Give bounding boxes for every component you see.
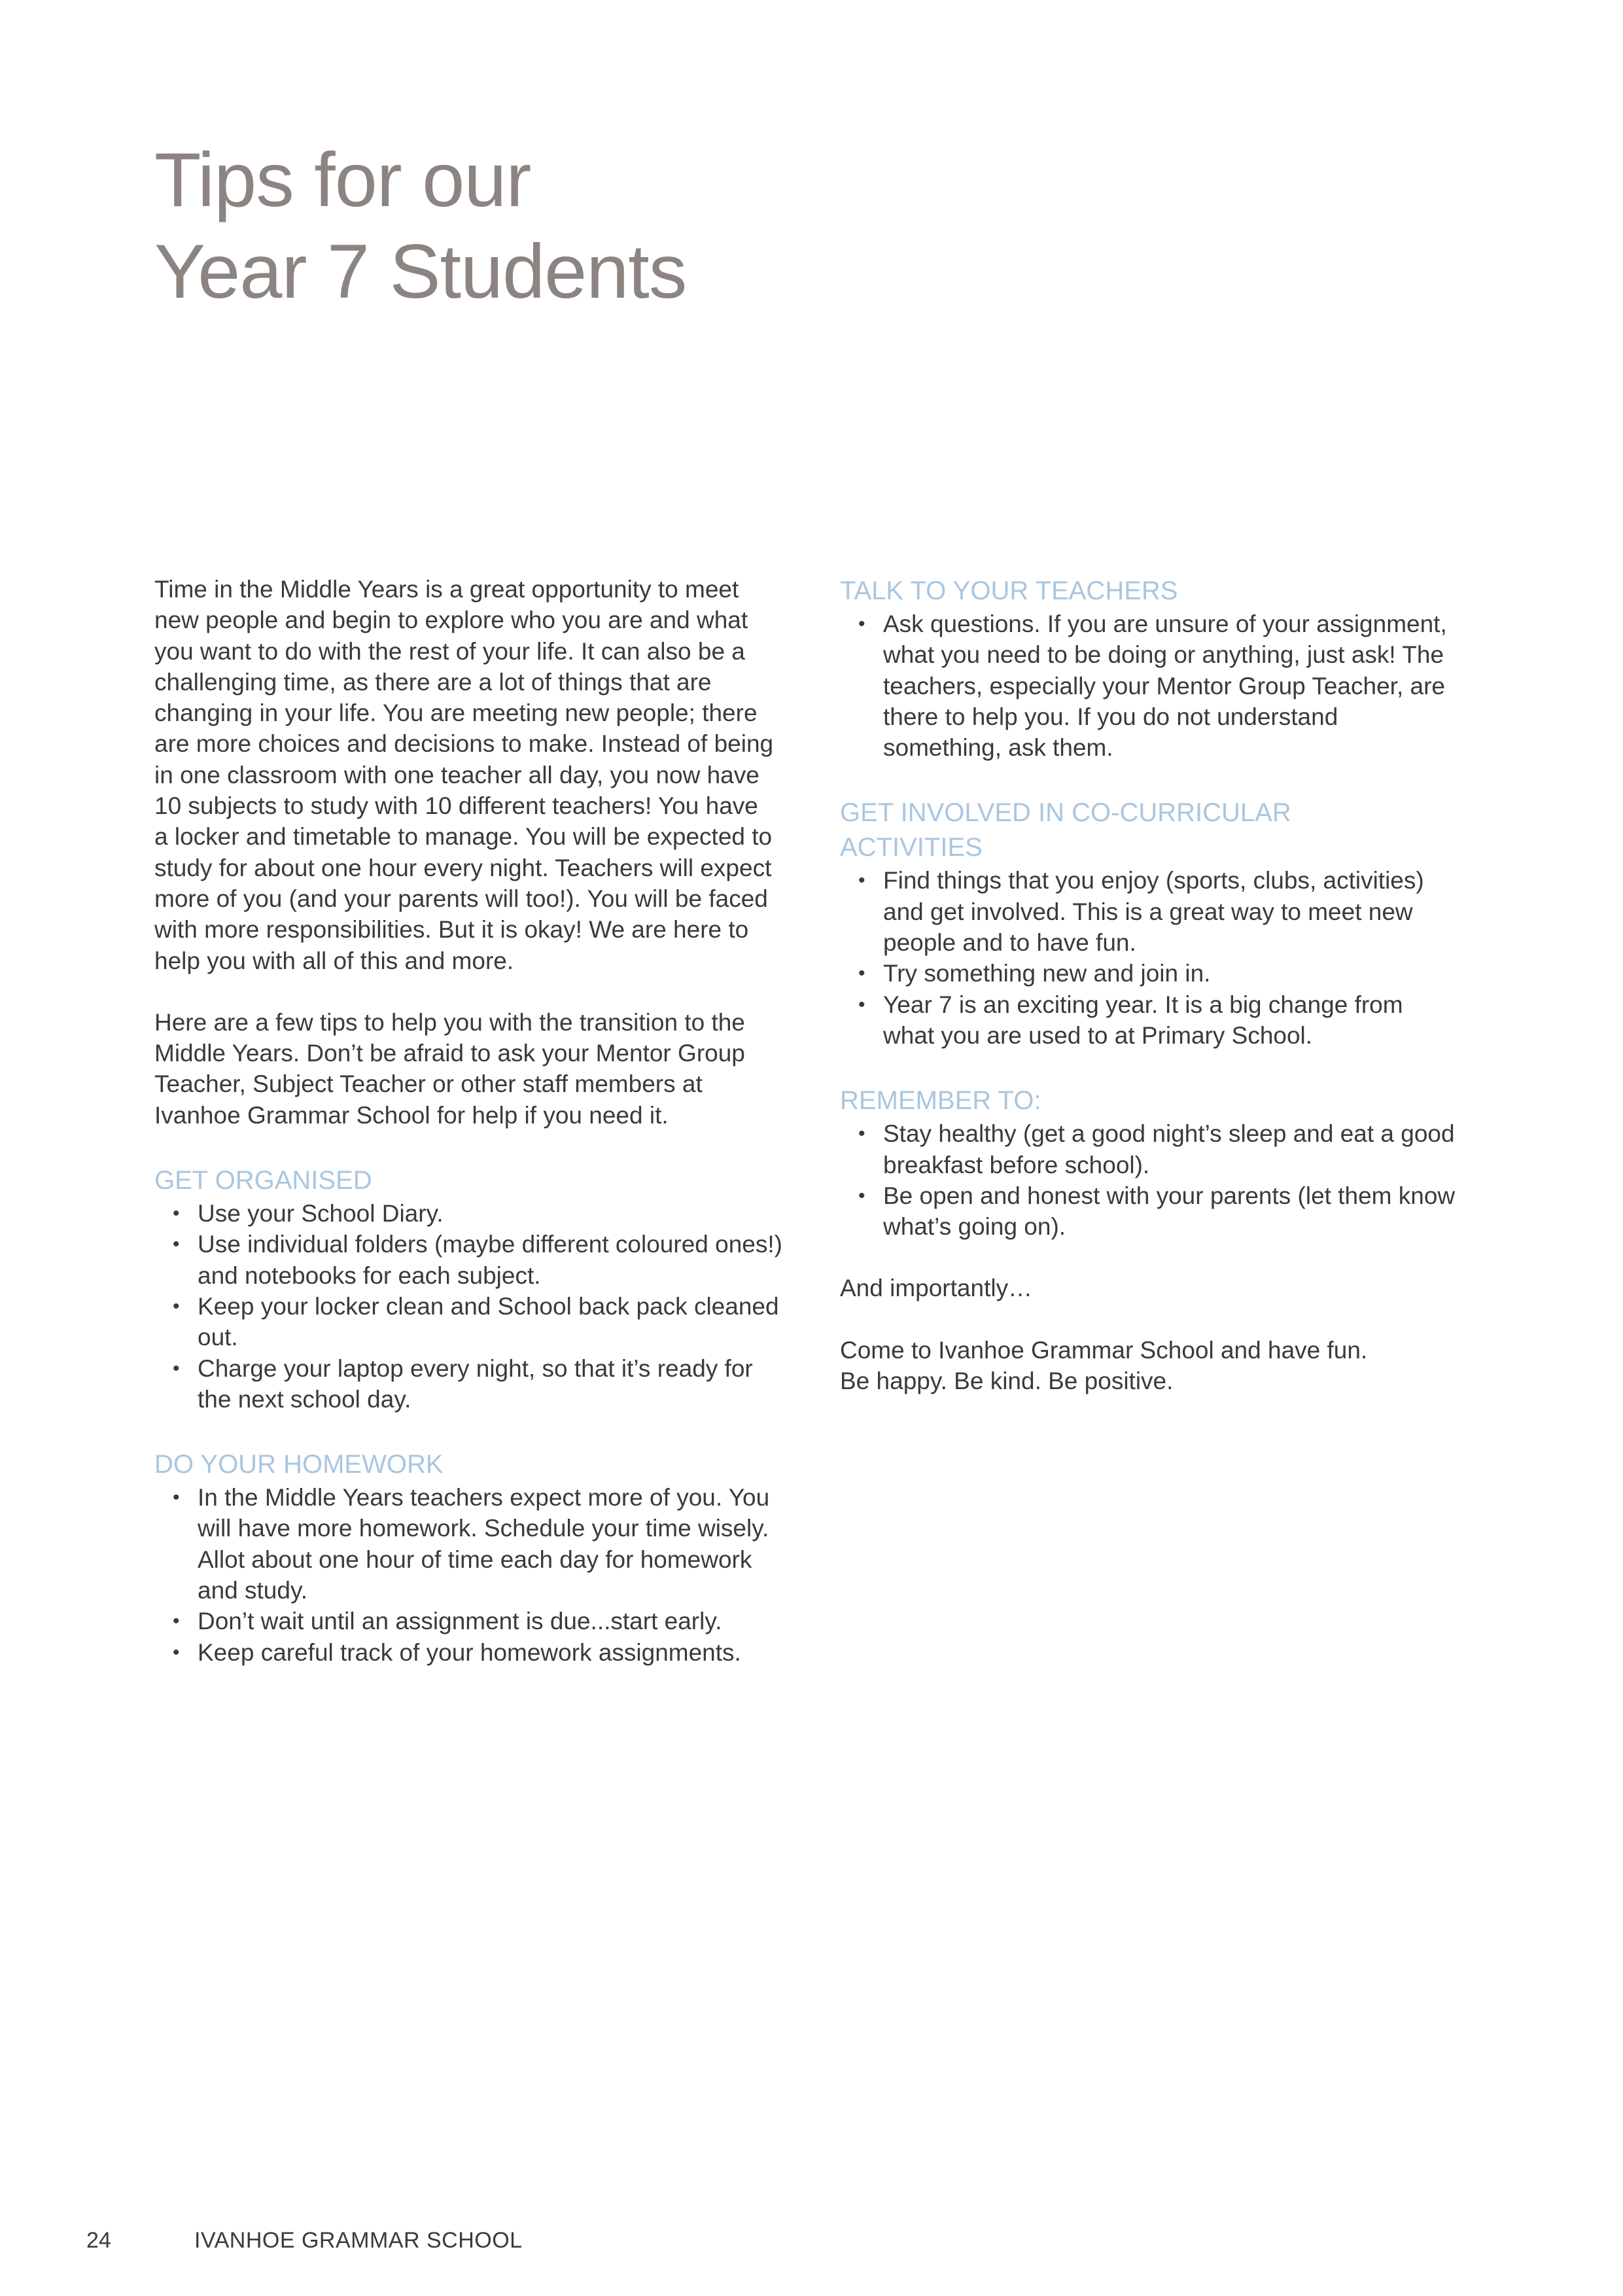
page-title-line-2: Year 7 Students [154, 228, 687, 314]
importantly-text: And importantly… [840, 1275, 1033, 1302]
list-item: • In the Middle Years teachers expect more of you. You will have more homework. Schedule your time wisely. Allot about one hour of time each day for homework and study. [154, 1482, 802, 1606]
section-get-involved [840, 796, 1488, 1051]
list-item: • Be open and honest with your parents (let them know what’s going on). [840, 1180, 1488, 1243]
bullet-list [840, 1118, 1488, 1242]
footer-school-name: IVANHOE GRAMMAR SCHOOL [194, 2228, 523, 2253]
list-item: • Find things that you enjoy (sports, clubs, activities) and get involved. This is a great way to meet new people and to have fun. [840, 865, 1488, 958]
bullet-icon: • [173, 1233, 180, 1256]
bullet-icon: • [173, 1641, 180, 1663]
intro-paragraph: Time in the Middle Years is a great opportunity to meet new people and begin to explore who you are and what you want to do with the rest of your life. It can also be a challenging time, as there are a lot of things that are changing in your life. You are meeting new people; there are more choices and decisions to make. Instead of being in one classroom with one teacher all day, you now have 10 subjects to study with 10 different teachers! You have a locker and timetable to manage. You will be expected to study for about one hour every night. Teachers will expect more of you (and your parents will too!). You will be faced with more responsibilities. But it is okay! We are here to help you with all of this and more. [154, 576, 774, 974]
section-talk-to-your-teachers [840, 574, 1488, 763]
section-get-organised [154, 1163, 802, 1415]
bullet-icon: • [173, 1610, 180, 1633]
list-item: • Ask questions. If you are unsure of your assignment, what you need to be doing or anything, just ask! The teachers, especially your Mentor Group Teacher, are there to help you. If you do not understand something, ask them. [840, 609, 1488, 763]
list-item: • Use your School Diary. [154, 1198, 802, 1229]
list-item: • Use individual folders (maybe different coloured ones!) and notebooks for each subject. [154, 1229, 802, 1291]
bullet-list [154, 1482, 802, 1668]
bullet-list [840, 865, 1488, 1051]
bullet-icon: • [858, 613, 865, 635]
bullet-list [154, 1198, 802, 1415]
bullet-icon: • [858, 1123, 865, 1145]
closing-line-1: Come to Ivanhoe Grammar School and have fun. [840, 1336, 1368, 1364]
list-item: • Keep your locker clean and School back pack cleaned out. [154, 1291, 802, 1353]
section-heading-get-involved [840, 796, 1488, 865]
bullet-icon: • [858, 963, 865, 985]
page-title-line-1: Tips for our [154, 137, 531, 222]
page-title [154, 134, 686, 317]
list-item: • Keep careful track of your homework assignments. [154, 1637, 802, 1668]
bullet-icon: • [858, 870, 865, 892]
section-heading-remember-to: REMEMBER TO: [840, 1086, 1041, 1116]
bullet-icon: • [173, 1357, 180, 1379]
bullet-icon: • [173, 1487, 180, 1509]
list-item: • Year 7 is an exciting year. It is a big change from what you are used to at Primary School. [840, 989, 1488, 1051]
section-remember-to [840, 1084, 1488, 1242]
section-heading-get-organised: GET ORGANISED [154, 1166, 372, 1195]
list-item: • Charge your laptop every night, so that it’s ready for the next school day. [154, 1353, 802, 1415]
section-heading-do-your-homework: DO YOUR HOMEWORK [154, 1450, 444, 1479]
bullet-icon: • [858, 1184, 865, 1207]
bullet-icon: • [173, 1203, 180, 1225]
tips-intro-paragraph: Here are a few tips to help you with the transition to the Middle Years. Don’t be afraid to ask your Mentor Group Teacher, Subject Teacher or other staff members at Ivanhoe Grammar School for help if you need it. [154, 1008, 745, 1129]
closing-line-2: Be happy. Be kind. Be positive. [840, 1368, 1174, 1395]
list-item: • Try something new and join in. [840, 958, 1488, 989]
section-heading-talk-to-your-teachers: TALK TO YOUR TEACHERS [840, 576, 1178, 605]
bullet-icon: • [858, 993, 865, 1016]
section-do-your-homework [154, 1447, 802, 1668]
bullet-list [840, 609, 1488, 763]
section-heading-line-1: GET INVOLVED IN CO-CURRICULAR [840, 798, 1291, 828]
left-column [154, 574, 802, 1668]
list-item: • Don’t wait until an assignment is due...start early. [154, 1606, 802, 1636]
list-item: • Stay healthy (get a good night’s sleep and eat a good breakfast before school). [840, 1118, 1488, 1180]
section-heading-line-2: ACTIVITIES [840, 833, 983, 862]
right-column [840, 574, 1488, 1396]
page-number: 24 [86, 2228, 111, 2253]
bullet-icon: • [173, 1295, 180, 1317]
